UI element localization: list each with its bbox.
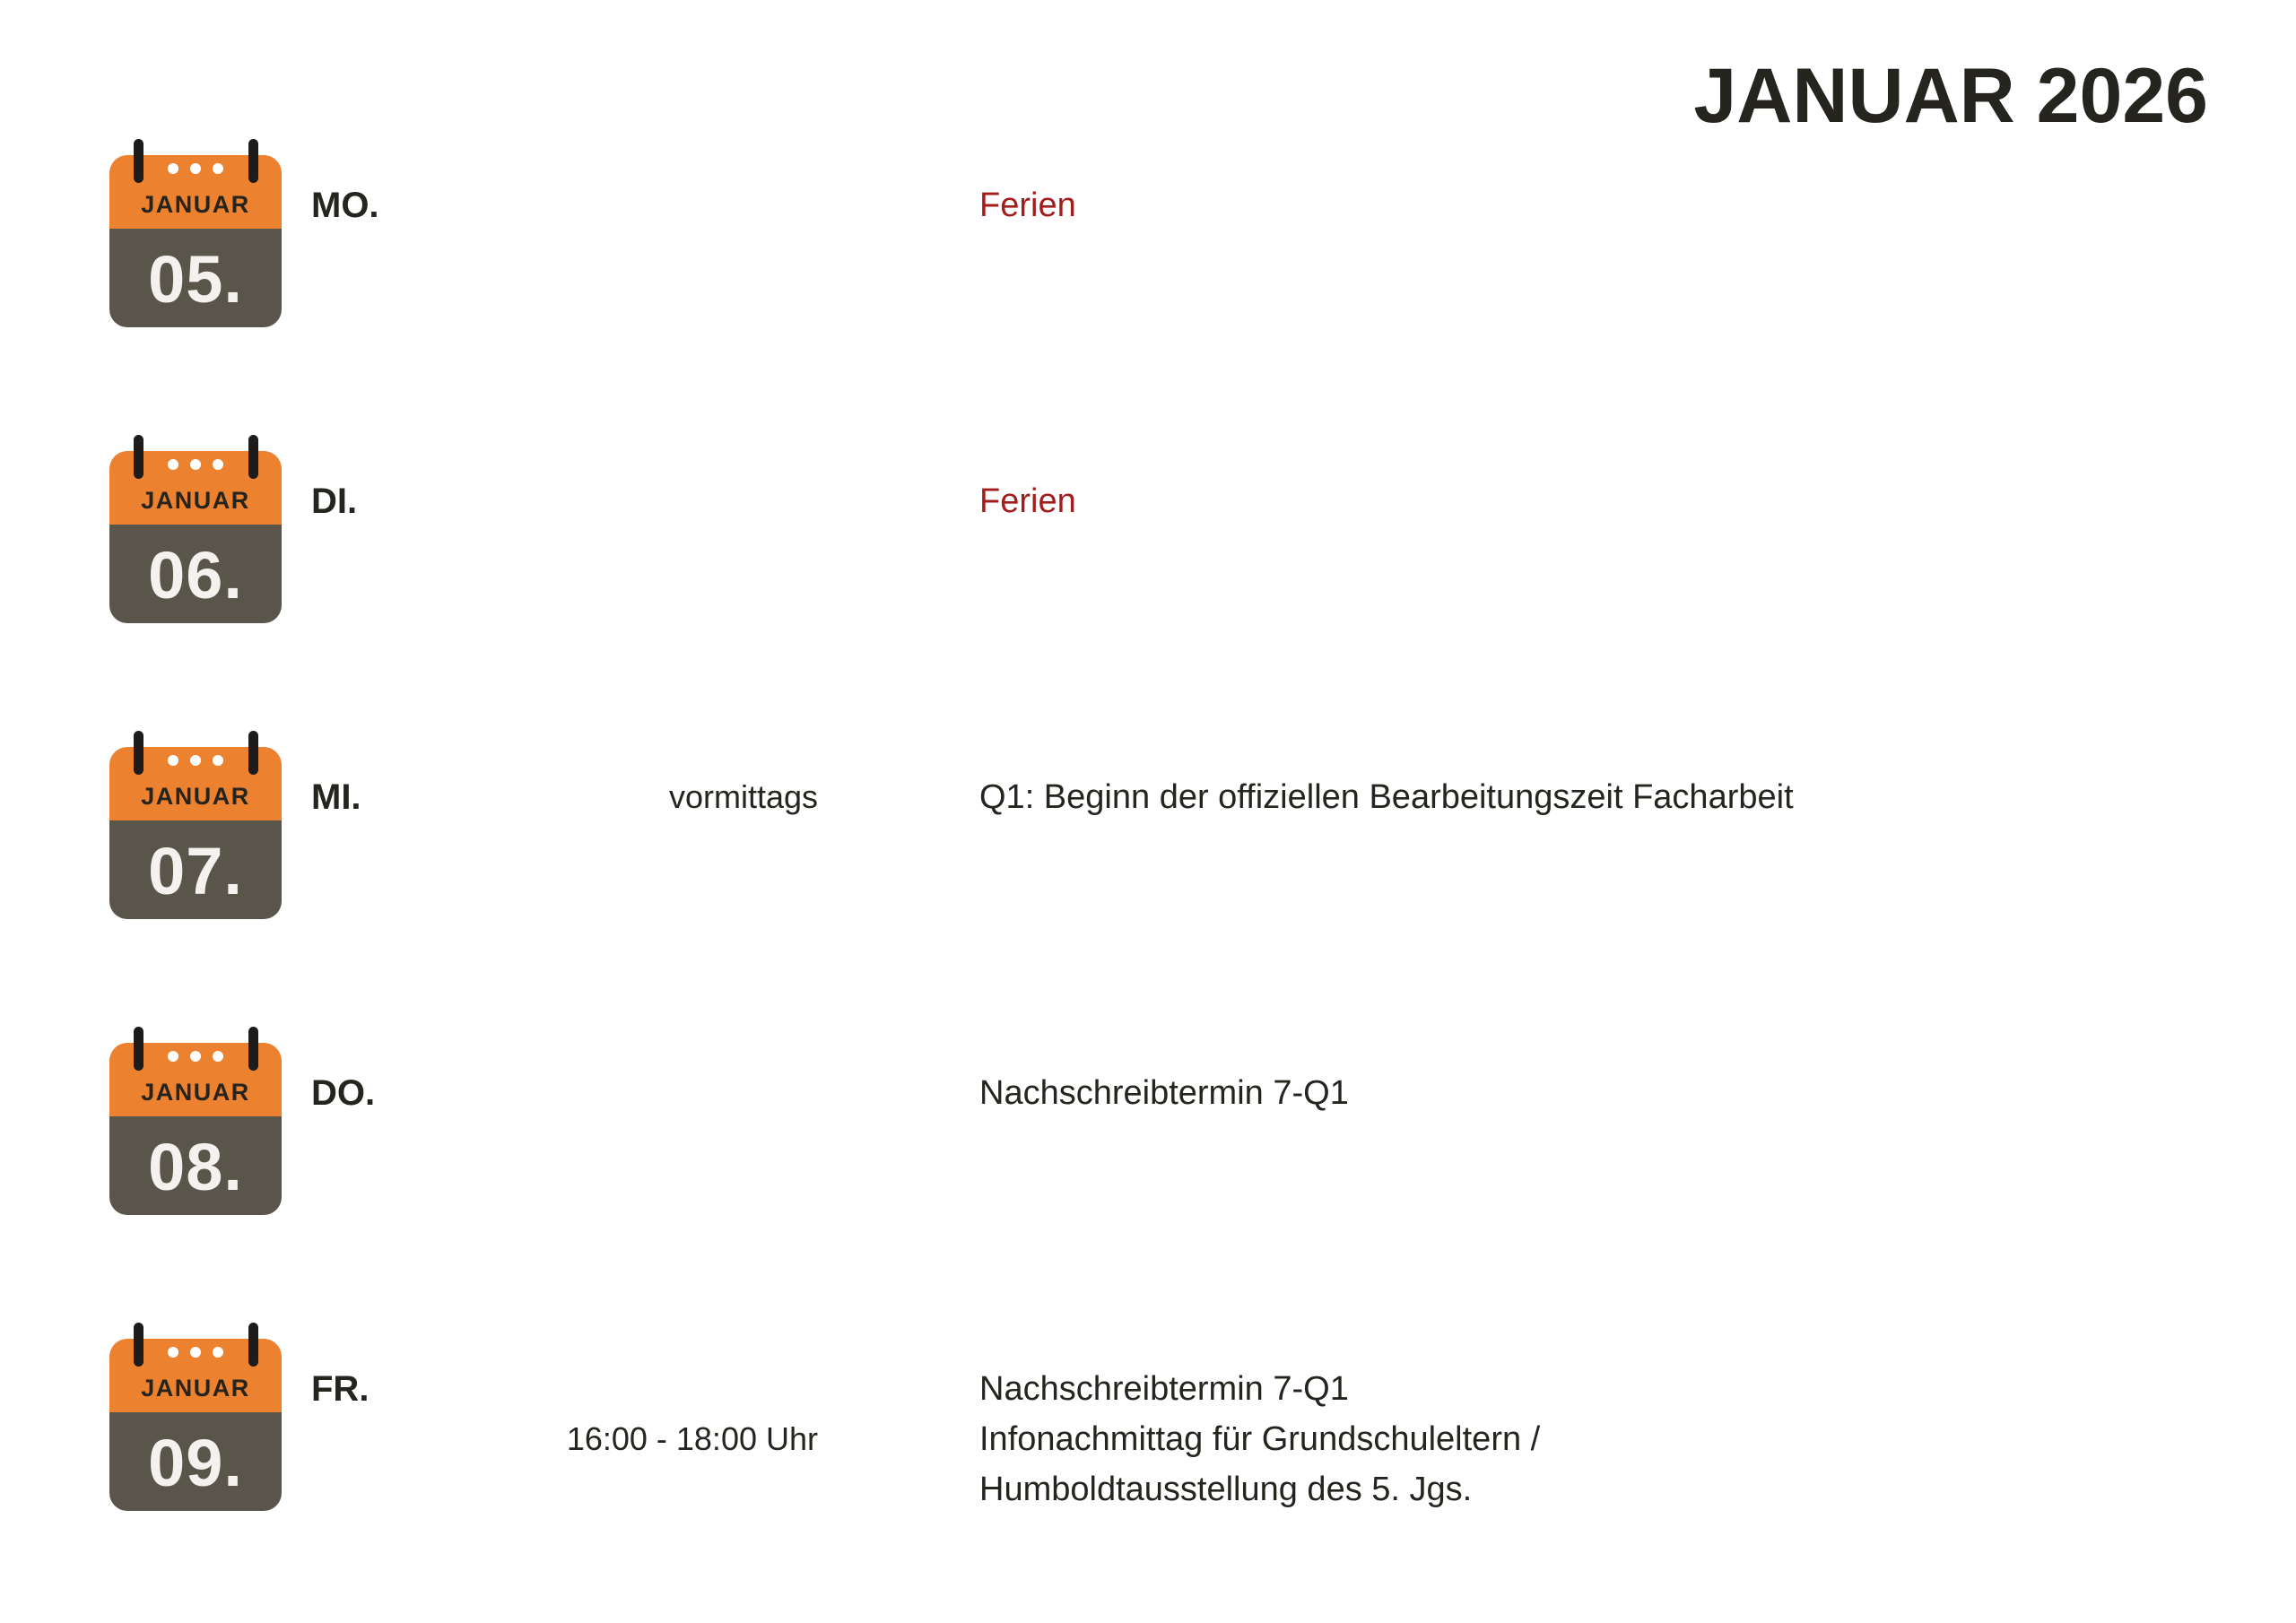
month-label: JANUAR <box>141 191 250 218</box>
calendar-pin-icon <box>134 435 144 479</box>
calendar-row <box>0 139 2296 327</box>
weekday-label: DI. <box>311 482 358 521</box>
calendar-rows <box>0 139 2296 1619</box>
calendar-pin-icon <box>248 731 258 775</box>
calendar-icon-footer <box>109 820 282 919</box>
event-label: Nachschreibtermin 7-Q1 <box>979 1370 1349 1408</box>
dot-icon <box>213 163 223 174</box>
calendar-icon <box>109 139 282 327</box>
dot-icon <box>213 755 223 766</box>
day-number: 07. <box>148 833 243 908</box>
dot-icon <box>190 163 201 174</box>
dot-icon <box>168 1051 178 1062</box>
weekday-label: FR. <box>311 1369 370 1409</box>
dot-icon <box>190 459 201 470</box>
dot-icon <box>168 459 178 470</box>
day-number: 05. <box>148 241 243 317</box>
calendar-row <box>0 1027 2296 1215</box>
dot-icon <box>213 459 223 470</box>
time-column <box>562 1323 818 1464</box>
day-number: 09. <box>148 1425 243 1500</box>
dot-icon <box>190 1051 201 1062</box>
event-label: Q1: Beginn der offiziellen Bearbeitungszeit Facharbeit <box>979 778 1794 816</box>
time-label: vormittags <box>668 778 818 815</box>
dot-icon <box>168 1347 178 1358</box>
holiday-label: Ferien <box>979 187 1076 224</box>
time-column <box>562 1027 818 1068</box>
calendar-icon-footer <box>109 229 282 327</box>
time-column <box>562 139 818 180</box>
holiday-label: Ferien <box>979 482 1076 520</box>
calendar-pin-icon <box>134 731 144 775</box>
dot-icon <box>190 755 201 766</box>
time-column <box>562 435 818 476</box>
calendar-pin-icon <box>248 1027 258 1071</box>
calendar-icon-footer <box>109 1412 282 1511</box>
calendar-pin-icon <box>134 1323 144 1367</box>
calendar-icon <box>109 435 282 623</box>
time-label: 16:00 - 18:00 Uhr <box>566 1420 818 1457</box>
calendar-row <box>0 731 2296 919</box>
calendar-pin-icon <box>248 1323 258 1367</box>
event-label: Humboldtausstellung des 5. Jgs. <box>979 1471 1473 1508</box>
calendar-pin-icon <box>134 139 144 183</box>
dot-icon <box>190 1347 201 1358</box>
events-column <box>979 1027 1349 1118</box>
event-label: Nachschreibtermin 7-Q1 <box>979 1074 1349 1112</box>
calendar-icon <box>109 1027 282 1215</box>
calendar-icon-footer <box>109 525 282 623</box>
month-label: JANUAR <box>141 783 250 810</box>
events-column <box>979 139 1076 230</box>
weekday-label: MO. <box>311 186 379 225</box>
weekday-label: DO. <box>311 1073 376 1113</box>
calendar-pin-icon <box>248 139 258 183</box>
calendar-row <box>0 435 2296 623</box>
time-column <box>562 731 818 822</box>
event-label: Infonachmittag für Grundschuleltern / <box>979 1420 1541 1458</box>
month-label: JANUAR <box>141 487 250 514</box>
dot-icon <box>213 1051 223 1062</box>
events-column <box>979 731 1794 822</box>
calendar-icon <box>109 731 282 919</box>
day-number: 06. <box>148 537 243 612</box>
calendar-pin-icon <box>248 435 258 479</box>
events-column <box>979 435 1076 526</box>
calendar-pin-icon <box>134 1027 144 1071</box>
time-label <box>562 1364 818 1414</box>
dot-icon <box>168 755 178 766</box>
dot-icon <box>213 1347 223 1358</box>
events-column <box>979 1323 1540 1515</box>
month-label: JANUAR <box>141 1079 250 1106</box>
page-title: JANUAR 2026 <box>1693 53 2208 139</box>
month-label: JANUAR <box>141 1375 250 1402</box>
calendar-icon <box>109 1323 282 1511</box>
day-number: 08. <box>148 1129 243 1204</box>
calendar-icon-footer <box>109 1116 282 1215</box>
dot-icon <box>168 163 178 174</box>
calendar-row <box>0 1323 2296 1511</box>
weekday-label: MI. <box>311 777 361 817</box>
